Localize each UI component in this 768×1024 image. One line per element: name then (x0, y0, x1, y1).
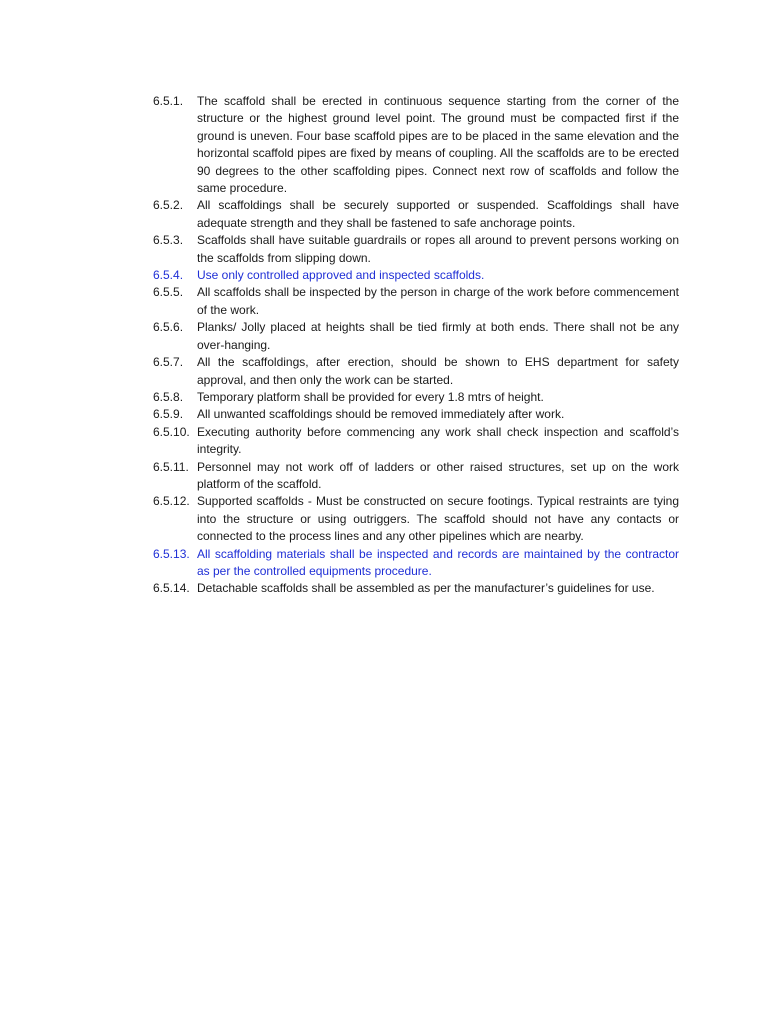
clause-number: 6.5.12. (153, 494, 190, 509)
clause-text: All scaffolds shall be inspected by the person in charge of the work before commencement of the work. (197, 285, 679, 317)
clause-6-5-11 (153, 459, 679, 494)
clause-6-5-7 (153, 354, 679, 389)
clause-number: 6.5.8. (153, 389, 184, 404)
clause-6-5-12 (153, 493, 679, 545)
clause-text: Personnel may not work off of ladders or other raised structures, set up on the work platform of the scaffold. (197, 459, 679, 491)
clause-6-5-10 (153, 424, 679, 459)
clause-6-5-2 (153, 197, 679, 232)
clause-text: Planks/ Jolly placed at heights shall be tied firmly at both ends. There shall not be any over-hanging. (197, 320, 679, 352)
clause-number: 6.5.7. (153, 355, 184, 370)
clause-number: 6.5.10. (153, 424, 190, 439)
clause-6-5-13 (153, 546, 679, 581)
clause-list (153, 93, 679, 598)
clause-6-5-6 (153, 319, 679, 354)
clause-text: Detachable scaffolds shall be assembled as per the manufacturer’s guidelines for use. (197, 581, 655, 596)
clause-text: All the scaffoldings, after erection, should be shown to EHS department for safety approval, and then only the work can be started. (197, 355, 679, 387)
clause-6-5-9 (153, 406, 679, 423)
clause-number: 6.5.9. (153, 407, 184, 422)
clause-number: 6.5.1. (153, 94, 184, 108)
clause-text: All scaffoldings shall be securely supported or suspended. Scaffoldings shall have adequate strength and they shall be fastened to safe anchorage points. (197, 198, 679, 230)
clause-number: 6.5.6. (153, 320, 184, 335)
clause-6-5-8 (153, 389, 679, 406)
clause-number: 6.5.11. (153, 459, 189, 474)
clause-text: Supported scaffolds - Must be constructed on secure footings. Typical restraints are tying into the structure or using outriggers. The scaffold should not have any contacts or connected to the process lines and any other pipelines which are nearby. (197, 494, 679, 544)
clause-number: 6.5.4. (153, 268, 184, 283)
clause-number: 6.5.14. (153, 581, 190, 596)
clause-text: All scaffolding materials shall be inspected and records are maintained by the contractor as per the controlled equipments procedure. (197, 546, 679, 578)
clause-6-5-4 (153, 267, 679, 284)
clause-6-5-1 (153, 93, 679, 197)
clause-number: 6.5.2. (153, 198, 184, 213)
clause-6-5-3 (153, 232, 679, 267)
clause-number: 6.5.13. (153, 546, 190, 561)
clause-text: Scaffolds shall have suitable guardrails or ropes all around to prevent persons working on the scaffolds from slipping down. (197, 233, 679, 265)
clause-6-5-5 (153, 284, 679, 319)
clause-text: Executing authority before commencing any work shall check inspection and scaffold’s integrity. (197, 424, 679, 457)
clause-6-5-14 (153, 580, 679, 597)
clause-text: Temporary platform shall be provided for every 1.8 mtrs of height. (197, 389, 544, 404)
clause-number: 6.5.3. (153, 233, 184, 248)
clause-text: Use only controlled approved and inspected scaffolds. (197, 268, 485, 283)
clause-text: The scaffold shall be erected in continuous sequence starting from the corner of the structure or the highest ground level point. The ground must be compacted first if the ground is uneven. Four base scaffold pipes are to be placed in the same elevation and the horizontal scaffold pipes are fixed by means of coupling. All the scaffolds are to be erected 90 degrees to the other scaffolding pipes. Connect next row of scaffolds and follow the same procedure. (197, 94, 679, 196)
clause-text: All unwanted scaffoldings should be removed immediately after work. (197, 407, 565, 422)
clause-number: 6.5.5. (153, 285, 184, 300)
